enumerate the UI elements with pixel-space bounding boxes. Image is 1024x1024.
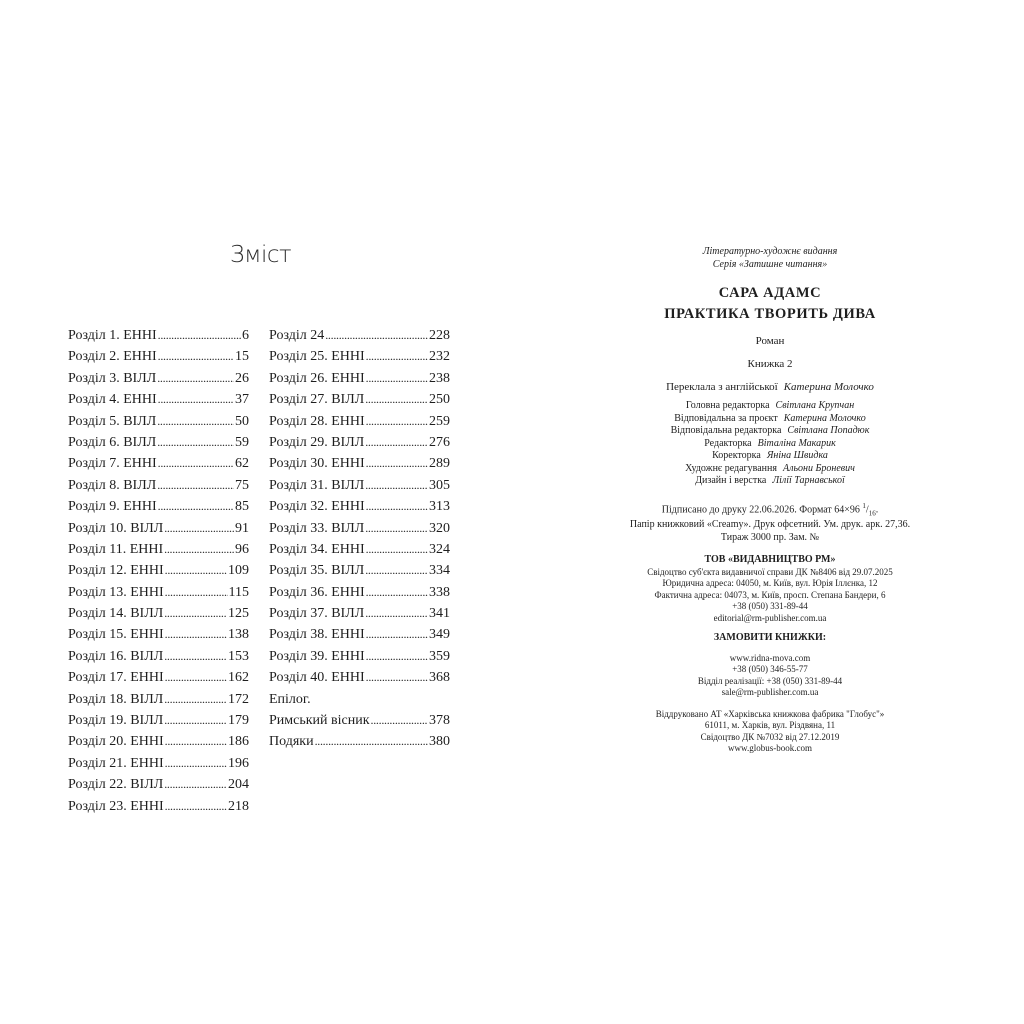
toc-entry: Розділ 12. ЕННІ ..... 109 <box>68 563 249 584</box>
toc-title: Зміст <box>230 242 292 268</box>
series-line: Серія «Затишне читання» <box>712 258 828 270</box>
toc-entry: Розділ 35. ВІЛЛ ..... 334 <box>269 563 450 584</box>
toc-entry: Розділ 39. ЕННІ ..... 359 <box>269 649 450 670</box>
order-heading: ЗАМОВИТИ КНИЖКИ: <box>713 632 827 644</box>
publisher-name: ТОВ «ВИДАВНИЦТВО РМ» <box>704 554 836 566</box>
printer-details <box>600 709 940 755</box>
publisher-line: Свідоцтво суб'єкта видавничої справи ДК №8406 від 29.07.2025 <box>647 566 893 577</box>
credit-line: Відповідальна редакторка Світлана Попадюк <box>670 425 870 436</box>
toc-entry: Розділ 21. ЕННІ ..... 196 <box>68 756 249 777</box>
credit-line: Художнє редагування Альони Броневич <box>685 462 855 474</box>
book-author: САРА АДАМС <box>718 285 822 301</box>
order-line: Відділ реалізації: +38 (050) 331-89-44 <box>697 675 843 686</box>
printer-line: 61011, м. Харків, вул. Різдвяна, 11 <box>704 720 836 731</box>
toc-entry: Розділ 16. ВІЛЛ ..... 153 <box>68 649 249 670</box>
credit-line: Редакторка Віталіна Макарик <box>704 437 836 449</box>
toc-entry: Розділ 20. ЕННІ ..... 186 <box>68 734 249 755</box>
toc-entry: Розділ 34. ЕННІ ..... 324 <box>269 542 450 563</box>
toc-entry: Розділ 10. ВІЛЛ ..... 91 <box>68 521 249 542</box>
credit-line: Дизайн і верстка Лілії Тарнавської <box>695 475 845 486</box>
publisher-line: Фактична адреса: 04073, м. Київ, просп. Степана Бандери, 6 <box>654 589 886 600</box>
toc-entry: Розділ 38. ЕННІ ..... 349 <box>269 627 450 648</box>
toc-entry: Розділ 28. ЕННІ ..... 259 <box>269 414 450 435</box>
toc-entry: Розділ 33. ВІЛЛ ..... 320 <box>269 521 450 542</box>
publisher-line: +38 (050) 331-89-44 <box>732 601 808 612</box>
printer-line: Віддруковано АТ «Харківська книжкова фабрика "Глобус"» <box>655 708 885 719</box>
toc-entry: Розділ 17. ЕННІ ..... 162 <box>68 670 249 691</box>
toc-entry-acknowledgements: Подяки ..... 380 <box>269 734 450 755</box>
toc-entry: Розділ 15. ЕННІ ..... 138 <box>68 627 249 648</box>
toc-entry: Розділ 19. ВІЛЛ ..... 179 <box>68 713 249 734</box>
print-paper-line: Папір книжковий «Creamy». Друк офсетний. Ум. друк. арк. 27,36. <box>629 519 911 531</box>
translation-credit: Переклала з англійської Катерина Молочко <box>666 381 874 393</box>
publisher-line: Юридична адреса: 04050, м. Київ, вул. Юрія Іллєнка, 12 <box>662 578 878 589</box>
book-title: ПРАКТИКА ТВОРИТЬ ДИВА <box>664 306 876 322</box>
printer-line: www.globus-book.com <box>728 743 812 754</box>
book-volume: Книжка 2 <box>747 358 793 370</box>
genre-line: Літературно-художнє видання <box>702 246 838 257</box>
toc-entry: Розділ 40. ЕННІ ..... 368 <box>269 670 450 691</box>
toc-entry-epilogue: Римський вісник ..... 378 <box>269 713 450 734</box>
toc-entry: Розділ 30. ЕННІ ..... 289 <box>269 456 450 477</box>
toc-entry: Розділ 31. ВІЛЛ ..... 305 <box>269 478 450 499</box>
credit-line: Відповідальна за проєкт Катерина Молочко <box>674 412 866 424</box>
publisher-line: editorial@rm-publisher.com.ua <box>713 612 827 623</box>
toc-entry: Розділ 6. ВІЛЛ ..... 59 <box>68 435 249 456</box>
printer-line: Свідоцтво ДК №7032 від 27.12.2019 <box>700 731 840 742</box>
order-line: +38 (050) 346-55-77 <box>732 664 808 675</box>
toc-entry: Розділ 4. ЕННІ ..... 37 <box>68 392 249 413</box>
toc-entry: Розділ 7. ЕННІ ..... 62 <box>68 456 249 477</box>
toc-right-column <box>269 328 450 756</box>
book-form: Роман <box>755 335 785 347</box>
toc-entry: Розділ 5. ВІЛЛ ..... 50 <box>68 414 249 435</box>
toc-entry: Розділ 3. ВІЛЛ ..... 26 <box>68 371 249 392</box>
print-info <box>600 500 940 545</box>
toc-entry: Розділ 23. ЕННІ ..... 218 <box>68 799 249 820</box>
toc-entry: Розділ 1. ЕННІ ..... 6 <box>68 328 249 349</box>
toc-entry: Розділ 8. ВІЛЛ ..... 75 <box>68 478 249 499</box>
order-line: sale@rm-publisher.com.ua <box>721 687 819 698</box>
toc-entry: Розділ 24 ..... 228 <box>269 328 450 349</box>
toc-epilogue-heading: Епілог. <box>269 691 311 707</box>
imprint-page <box>600 246 940 755</box>
toc-entry: Розділ 13. ЕННІ ..... 115 <box>68 585 249 606</box>
publisher-details <box>600 567 940 625</box>
toc-entry: Розділ 9. ЕННІ ..... 85 <box>68 499 249 520</box>
toc-left-column <box>68 328 249 820</box>
toc-entry: Розділ 14. ВІЛЛ ..... 125 <box>68 606 249 627</box>
toc-entry: Розділ 37. ВІЛЛ ..... 341 <box>269 606 450 627</box>
toc-entry: Розділ 18. ВІЛЛ ..... 172 <box>68 692 249 713</box>
toc-entry: Розділ 2. ЕННІ ..... 15 <box>68 349 249 370</box>
order-details <box>600 653 940 699</box>
toc-entry: Розділ 36. ЕННІ ..... 338 <box>269 585 450 606</box>
toc-entry: Розділ 29. ВІЛЛ ..... 276 <box>269 435 450 456</box>
print-signed-line: Підписано до друку 22.06.2026. Формат 64×96 $^1/_{16}$. <box>661 501 879 517</box>
print-run-line: Тираж 3000 пр. Зам. № <box>720 531 820 543</box>
toc-entry: Розділ 25. ЕННІ ..... 232 <box>269 349 450 370</box>
order-line: www.ridna-mova.com <box>729 652 811 663</box>
toc-entry: Розділ 32. ЕННІ ..... 313 <box>269 499 450 520</box>
credits-list <box>600 400 940 488</box>
toc-entry: Розділ 27. ВІЛЛ ..... 250 <box>269 392 450 413</box>
toc-entry: Розділ 22. ВІЛЛ ..... 204 <box>68 777 249 798</box>
credit-line: Коректорка Яніна Швидка <box>712 450 828 461</box>
credit-line: Головна редакторка Світлана Крупчан <box>685 400 855 411</box>
toc-entry: Розділ 26. ЕННІ ..... 238 <box>269 371 450 392</box>
toc-entry: Розділ 11. ЕННІ ..... 96 <box>68 542 249 563</box>
